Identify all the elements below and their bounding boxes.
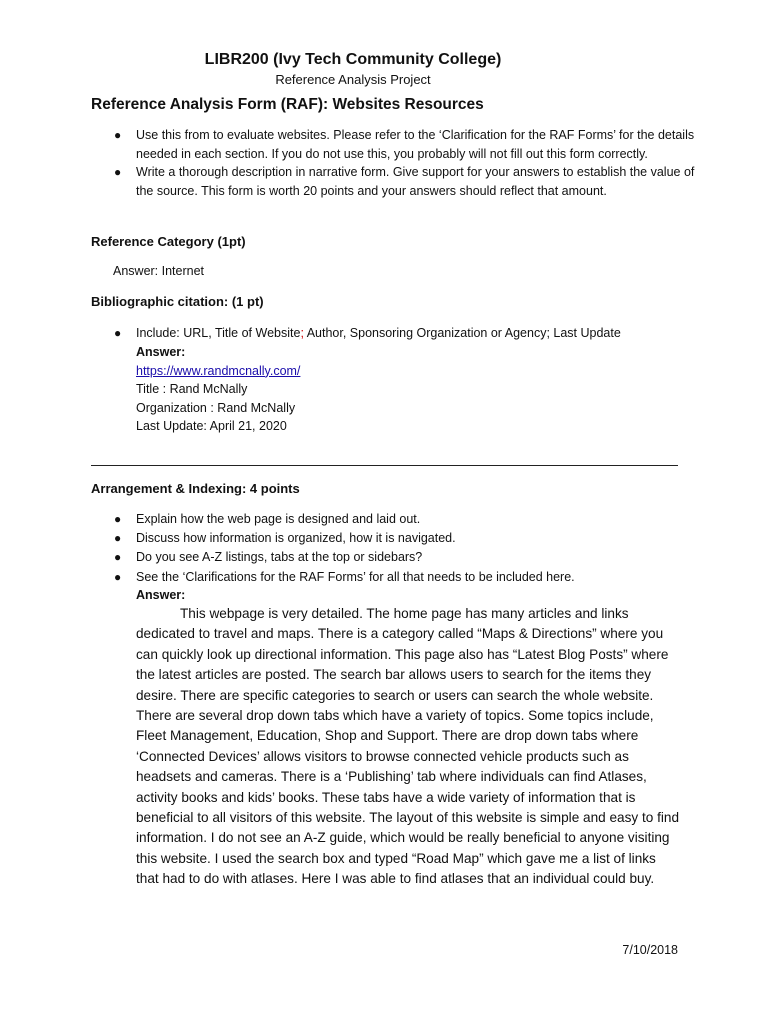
include-text-a: Include: URL, Title of Website: [136, 326, 301, 340]
arrangement-item: [108, 510, 698, 529]
section-divider: [91, 465, 678, 466]
citation-answer-label: Answer:: [136, 345, 186, 359]
document-subtitle: Reference Analysis Project: [275, 72, 431, 87]
instruction-text: Use this from to evaluate websites. Please refer to the ‘Clarification for the RAF Forms’ for the details needed in each section. If you do not use this, you probably will not fill out this form correctly.: [136, 128, 695, 161]
bullet-icon: ●: [114, 165, 122, 179]
arrangement-item-text: See the ‘Clarifications for the RAF Forms’ for all that needs to be included here.: [136, 569, 575, 584]
citation-organization: Organization : Rand McNally: [136, 400, 296, 415]
arrangement-answer-label: Answer:: [136, 588, 186, 602]
arrangement-label: Arrangement & Indexing: 4 points: [91, 481, 300, 496]
citation-last-update: Last Update: April 21, 2020: [136, 419, 287, 433]
document-title: LIBR200 (Ivy Tech Community College): [204, 51, 502, 68]
arrangement-narrative: This webpage is very detailed. The home page has many articles and links dedicated to travel and maps. There is a category called “Maps & Directions” where you can quickly look up directional information. This page also has “Latest Blog Posts” where the latest articles are posted. The search bar allows users to search for the items they desire. There are specific categories to search or users can search the whole website. There are several drop down tabs which have a variety of topics. Some topics include, Fleet Management, Education, Shop and Support. There are drop down tabs where ‘Connected Devices’ allows visitors to browse connected vehicle products such as headsets and cameras. There is a ‘Publishing’ tab where individuals can find Atlases, activity books and kids’ books. These tabs have a wide variety of information that is beneficial to all visitors of this website. The layout of this website is simple and easy to find information. I do not see an A-Z guide, which would be really beneficial to anyone visiting this website. I used the search box and typed “Road Map” which gave me a list of links that had to do with atlases. Here I was able to find atlases that an individual could buy.: [136, 606, 680, 887]
citation-url-link[interactable]: https://www.randmcnally.com/: [136, 363, 301, 378]
citation-include-item: [108, 324, 698, 343]
footer-date: 7/10/2018: [622, 943, 678, 957]
citation-answer-block: [136, 343, 300, 436]
citation-title: Title : Rand McNally: [136, 382, 248, 396]
include-semicolon: ;: [300, 326, 304, 340]
include-text-b: Author, Sponsoring Organization or Agency; Last Update: [303, 326, 621, 340]
arrangement-list: [108, 510, 698, 587]
bullet-icon: ●: [114, 569, 122, 584]
bibliographic-label: Bibliographic citation: (1 pt): [91, 294, 264, 309]
instructions-list: [108, 126, 698, 200]
arrangement-item-text: Do you see A-Z listings, tabs at the top or sidebars?: [136, 550, 423, 565]
reference-category-label: Reference Category (1pt): [91, 234, 246, 249]
bullet-icon: ●: [114, 550, 122, 565]
bullet-icon: ●: [114, 326, 122, 340]
bullet-icon: ●: [114, 128, 122, 142]
bullet-icon: ●: [114, 531, 122, 546]
arrangement-item: [108, 529, 698, 548]
citation-list: [108, 324, 698, 343]
reference-category-answer: Answer: Internet: [113, 264, 205, 278]
arrangement-item: [108, 568, 698, 587]
instruction-item: [108, 163, 698, 200]
form-title: Reference Analysis Form (RAF): Websites Resources: [91, 96, 484, 113]
instruction-item: [108, 126, 698, 163]
bullet-icon: ●: [114, 512, 122, 526]
arrangement-item-text: Discuss how information is organized, how it is navigated.: [136, 531, 456, 546]
arrangement-item-text: Explain how the web page is designed and laid out.: [136, 512, 421, 526]
arrangement-item: [108, 548, 698, 567]
instruction-text: Write a thorough description in narrative form. Give support for your answers to establish the value of the source. This form is worth 20 points and your answers should reflect that amount.: [136, 165, 695, 198]
